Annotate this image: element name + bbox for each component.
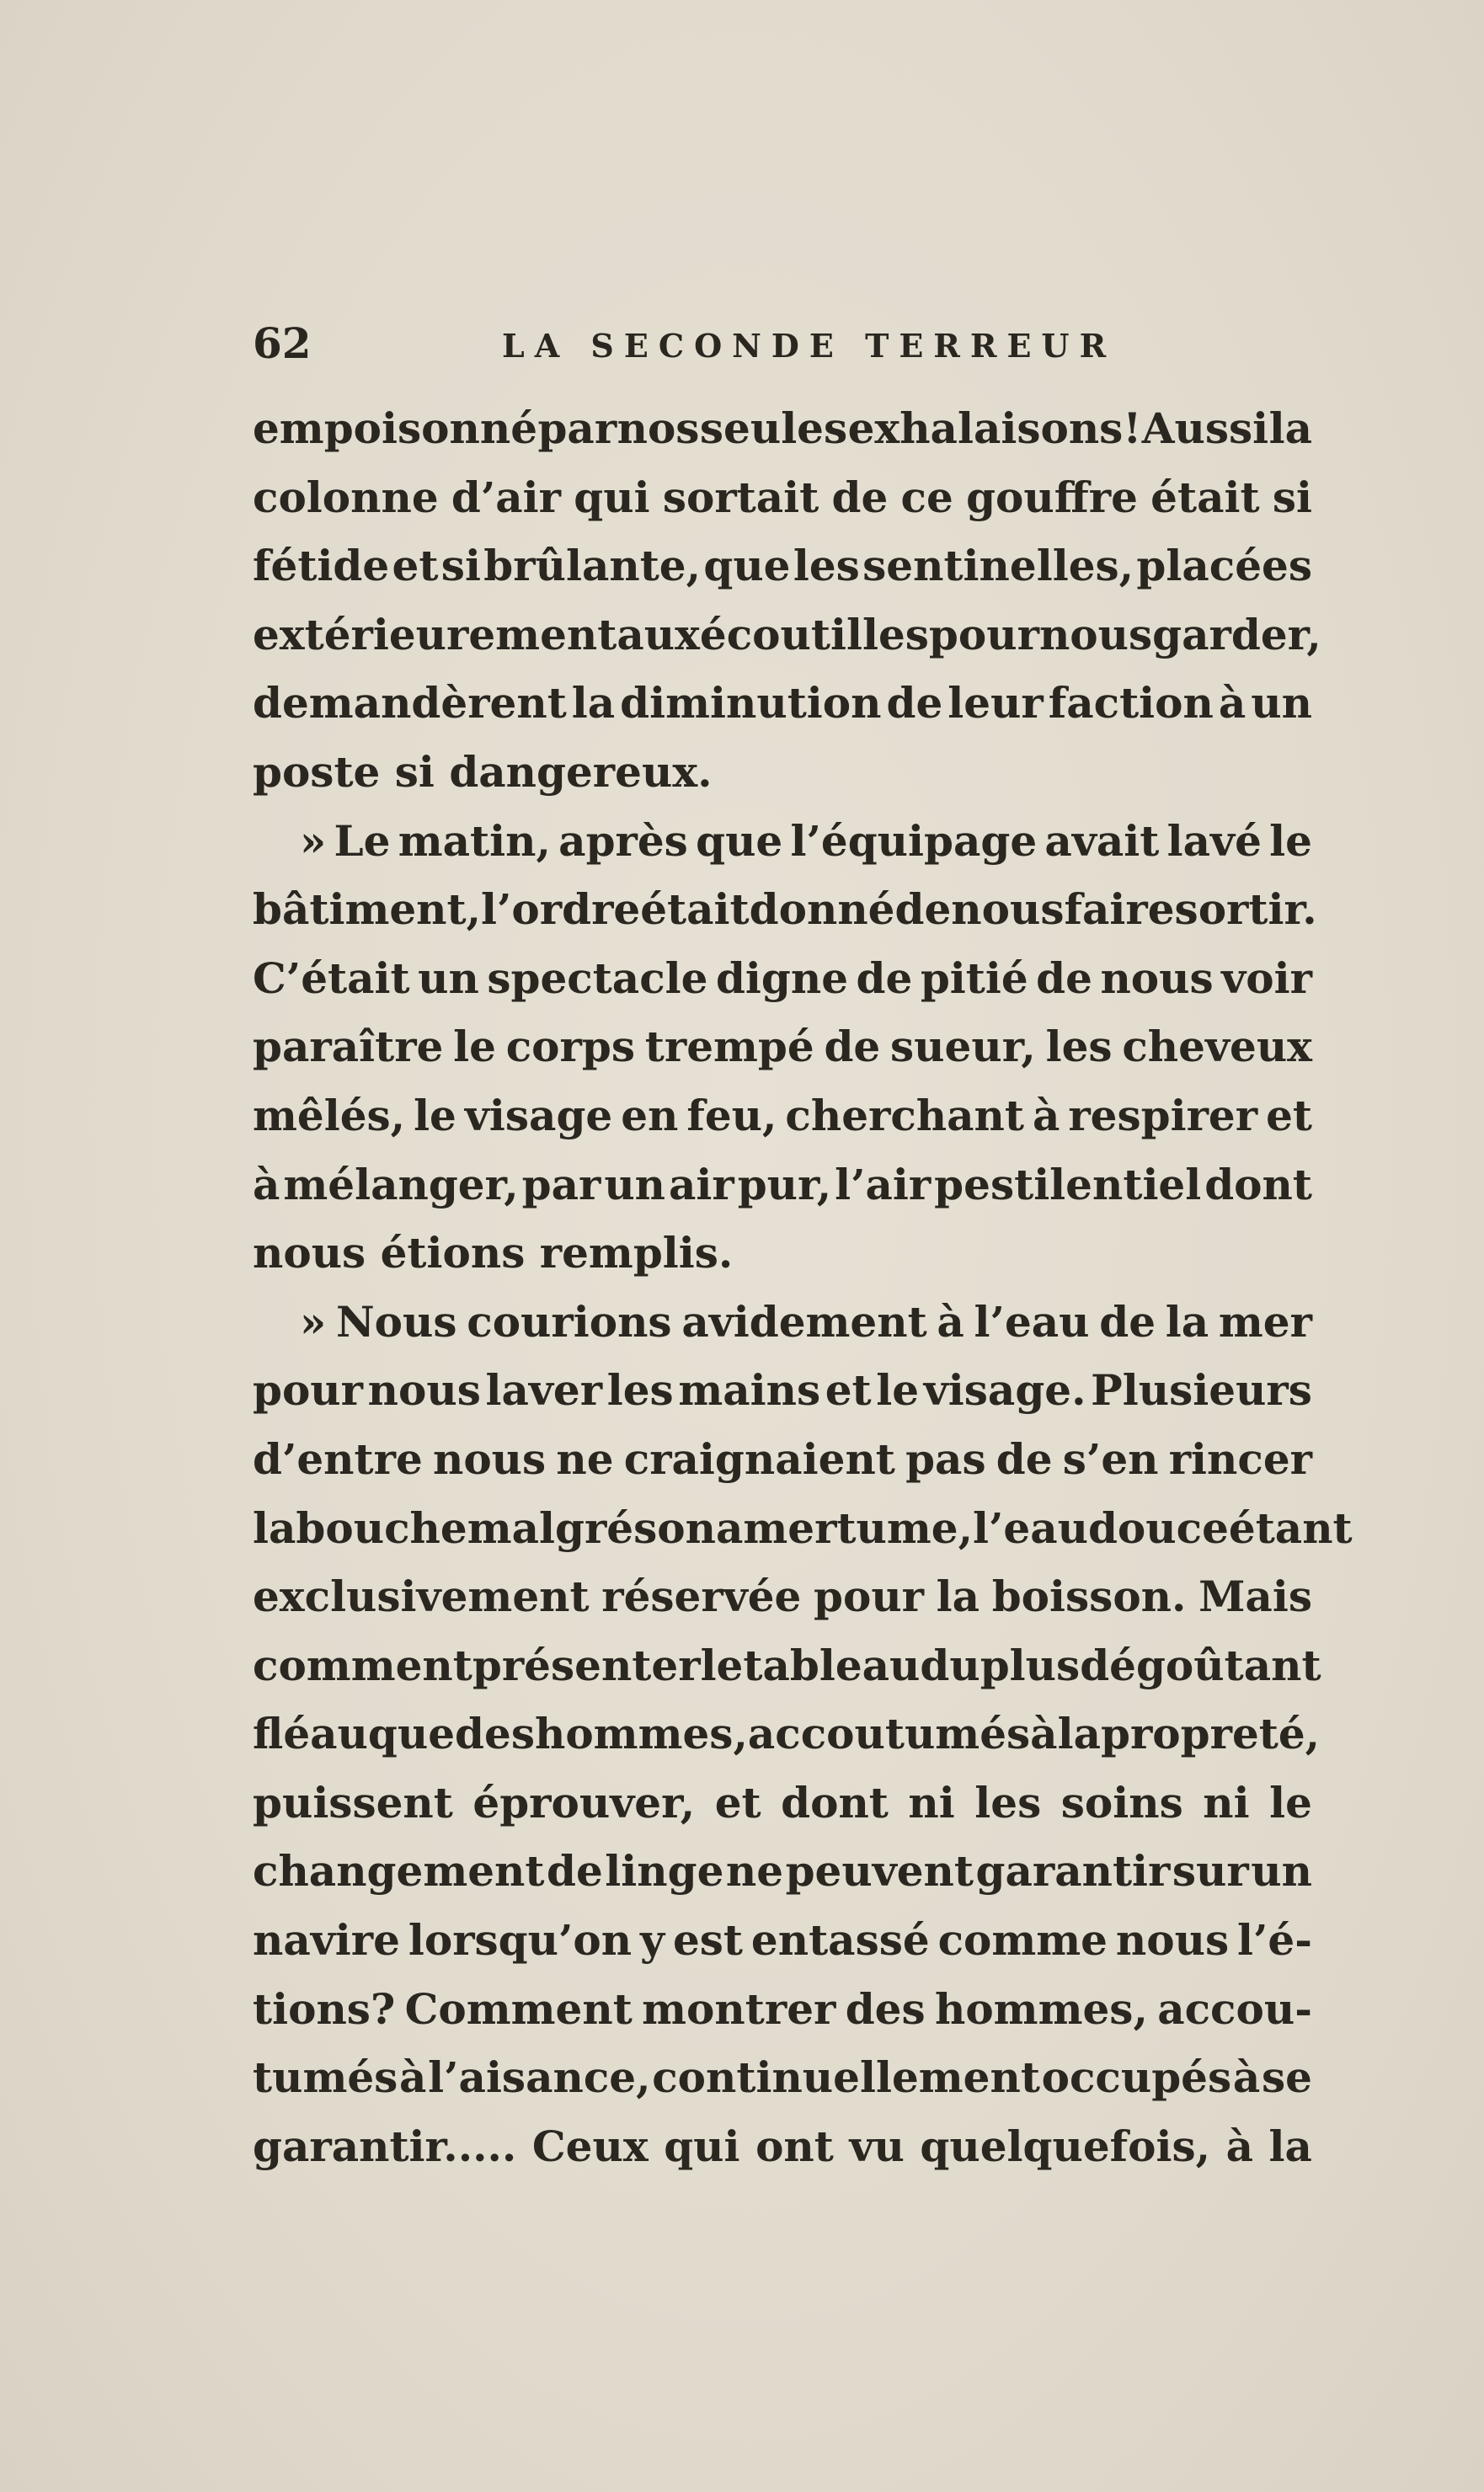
running-head: LA SECONDE TERREUR	[502, 327, 1117, 365]
text-line: d’entre nous ne craignaient pas de s’en rincer	[253, 1433, 1312, 1484]
page-number: 62	[253, 318, 312, 368]
text-line: exclusivement réservée pour la boisson. Mais	[253, 1572, 1312, 1622]
text-line: extérieurement aux écoutilles pour nous garder,	[253, 609, 1321, 659]
text-line: fléau que des hommes, accoutumés à la propreté,	[253, 1709, 1321, 1759]
text-line: C’était un spectacle digne de pitié de nous voir	[253, 953, 1312, 1003]
text-line: paraître le corps trempé de sueur, les cheveux	[253, 1022, 1312, 1072]
text-line: mêlés, le visage en feu, cherchant à respirer et	[253, 1090, 1312, 1140]
text-line: à mélanger, par un air pur, l’air pestilentiel dont	[253, 1159, 1312, 1209]
text-line: » Nous courions avidement à l’eau de la mer	[300, 1296, 1312, 1347]
text-line: colonne d’air qui sortait de ce gouffre était si	[253, 472, 1312, 522]
page-header	[253, 318, 1316, 369]
body-text	[253, 394, 1353, 2180]
text-line: tions? Comment montrer des hommes, accou-	[253, 1983, 1312, 2034]
text-line: fétide et si brûlante, que les sentinelles, placées	[253, 541, 1312, 591]
text-line: poste si dangereux.	[253, 746, 713, 797]
text-line: nous étions remplis.	[253, 1228, 734, 1278]
text-line: la bouche malgré son amertume, l’eau douce étant	[253, 1502, 1353, 1553]
text-line: tumés à l’aisance, continuellement occupés à se	[253, 2052, 1312, 2103]
text-line: comment présenter le tableau du plus dégoûtant	[253, 1640, 1321, 1690]
text-line: puissent éprouver, et dont ni les soins ni le	[253, 1777, 1312, 1828]
text-line: pour nous laver les mains et le visage. Plusieurs	[253, 1365, 1312, 1416]
text-line: » Le matin, après que l’équipage avait lavé le	[300, 815, 1312, 866]
text-line: bâtiment, l’ordre était donné de nous faire sortir.	[253, 884, 1317, 935]
text-line: changement de linge ne peuvent garantir sur un	[253, 1846, 1312, 1897]
text-line: garantir..... Ceux qui ont vu quelquefois, à la	[253, 2121, 1312, 2171]
text-line: empoisonné par nos seules exhalaisons! Aussi la	[253, 403, 1312, 453]
text-line: demandèrent la diminution de leur faction à un	[253, 678, 1312, 728]
text-line: navire lorsqu’on y est entassé comme nous l’é-	[253, 1915, 1312, 1966]
